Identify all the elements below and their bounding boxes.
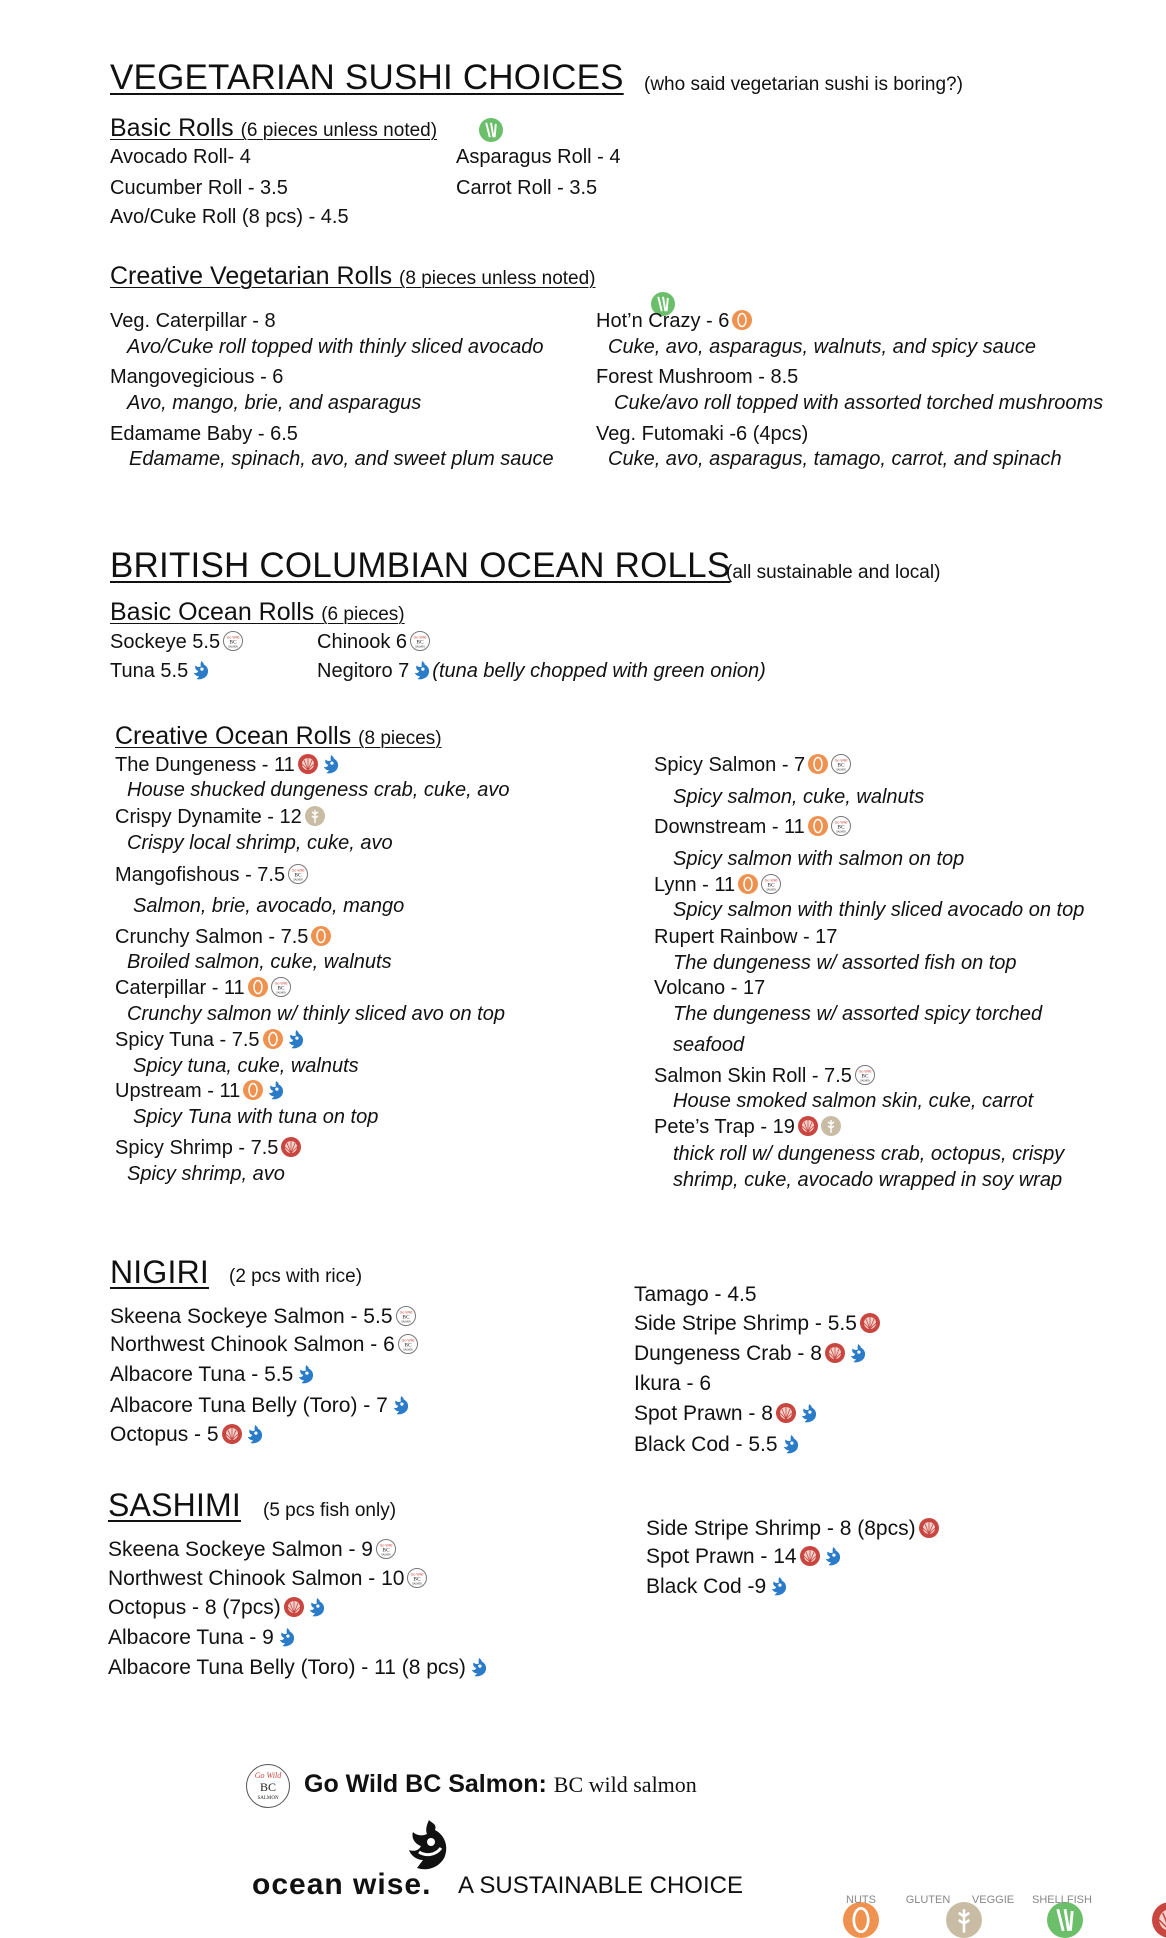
sashimi-subtitle: (5 pcs fish only): [263, 1500, 397, 1521]
svg-text:SALMON: SALMON: [400, 1321, 411, 1324]
item-name: Skeena Sockeye Salmon - 9: [108, 1538, 373, 1561]
item-description: [673, 784, 924, 810]
ocean-wise-tagline: A SUSTAINABLE CHOICE: [458, 1872, 743, 1899]
ocean-wise-icon: [391, 1395, 411, 1415]
svg-text:SALMON: SALMON: [415, 646, 425, 649]
item-name: Salmon Skin Roll - 7.5: [654, 1065, 852, 1088]
item-name: Crispy Dynamite - 12: [115, 806, 302, 829]
item-name: Albacore Tuna - 9: [108, 1626, 274, 1649]
go-wild-bc-salmon-icon: [376, 1539, 396, 1559]
item-name: Dungeness Crab - 8: [634, 1342, 822, 1365]
menu-item: [108, 1655, 489, 1681]
item-name: Veg. Caterpillar - 8: [110, 310, 276, 332]
menu-item: [110, 1304, 416, 1330]
svg-text:SALMON: SALMON: [836, 769, 846, 772]
menu-item: [115, 924, 331, 950]
nuts-icon: [311, 926, 331, 946]
item-description: [614, 390, 1103, 416]
legend-label: VEGGIE: [971, 1894, 1015, 1906]
menu-item: [108, 1537, 396, 1563]
item-description: [673, 1167, 1062, 1193]
item-description: Cuke, avo, asparagus, tamago, carrot, and spinach: [608, 448, 1062, 470]
item-name: Mangovegicious - 6: [110, 366, 284, 388]
shellfish-icon: [298, 754, 318, 774]
item-description: [133, 1104, 378, 1130]
svg-text:BC: BC: [837, 824, 845, 831]
item-name: Carrot Roll - 3.5: [456, 177, 598, 199]
legend-label: NUTS: [846, 1894, 876, 1906]
svg-text:BC: BC: [401, 1314, 410, 1321]
go-wild-bc-salmon-icon: [407, 1568, 427, 1588]
item-name: Black Cod -9: [646, 1575, 767, 1598]
svg-text:BC: BC: [413, 1576, 422, 1583]
item-description: [673, 1001, 1042, 1027]
item-name: Pete’s Trap - 19: [654, 1116, 795, 1139]
item-description: [133, 893, 404, 919]
legend-label: SHELLFISH: [1032, 1894, 1092, 1906]
nuts-icon: [738, 874, 758, 894]
svg-text:BC: BC: [259, 1780, 277, 1794]
svg-text:Go Wild: Go Wild: [226, 635, 240, 640]
menu-item: [634, 1432, 801, 1458]
svg-text:Go Wild: Go Wild: [274, 981, 288, 986]
svg-text:Go Wild: Go Wild: [764, 878, 778, 883]
menu-item: [115, 1078, 286, 1104]
go-wild-label: Go Wild BC Salmon:: [304, 1770, 547, 1798]
item-description: [673, 846, 964, 872]
svg-text:SALMON: SALMON: [836, 831, 846, 834]
item-description: [127, 949, 392, 975]
menu-item: [110, 1393, 411, 1419]
item-name: Edamame Baby - 6.5: [110, 423, 298, 445]
svg-text:Go Wild: Go Wild: [254, 1771, 282, 1780]
item-name: Spicy Shrimp - 7.5: [115, 1137, 279, 1160]
menu-item: [654, 814, 851, 840]
svg-text:BC: BC: [404, 1342, 412, 1349]
item-description: [673, 950, 1017, 976]
menu-item: [596, 308, 752, 334]
go-wild-desc: BC wild salmon: [553, 1772, 697, 1797]
item-description: shrimp, cuke, avocado wrapped in soy wrap: [673, 1169, 1063, 1192]
item-description: Crunchy salmon w/ thinly sliced avo on top: [127, 1003, 505, 1026]
menu-item: [115, 1135, 301, 1161]
menu-item: [654, 752, 851, 778]
item-name: Cucumber Roll - 3.5: [110, 177, 288, 199]
menu-item: [110, 421, 298, 447]
item-description: Spicy salmon with thinly sliced avocado on top: [673, 899, 1085, 922]
shellfish-icon: [919, 1518, 939, 1538]
menu-item: [110, 629, 243, 655]
ocean-subtitle: (all sustainable and local): [726, 562, 941, 583]
shellfish-icon: [860, 1313, 880, 1333]
ocean-wise-icon: [469, 1657, 489, 1677]
menu-item: [654, 924, 837, 950]
heading-text: Basic Ocean Rolls: [110, 598, 315, 626]
svg-text:SALMON: SALMON: [257, 1796, 279, 1801]
item-description: The dungeness w/ assorted fish on top: [673, 952, 1017, 975]
basic-rolls-heading: [110, 114, 437, 143]
item-name: Asparagus Roll - 4: [456, 146, 621, 168]
item-name: Avo/Cuke Roll (8 pcs) - 4.5: [110, 206, 349, 228]
heading-text: Creative Ocean Rolls: [115, 722, 352, 750]
svg-text:BC: BC: [416, 639, 424, 646]
heading-note: (6 pieces unless noted): [240, 120, 438, 141]
menu-item: [634, 1401, 819, 1427]
item-description: Broiled salmon, cuke, walnuts: [127, 951, 392, 974]
svg-text:SALMON: SALMON: [381, 1554, 391, 1557]
ocean-wise-icon: [769, 1576, 789, 1596]
item-name: Crunchy Salmon - 7.5: [115, 926, 309, 949]
item-description: Spicy tuna, cuke, walnuts: [133, 1055, 359, 1078]
menu-item: [110, 308, 276, 334]
item-name: Northwest Chinook Salmon - 6: [110, 1333, 395, 1356]
ocean-wise-icon: [266, 1080, 286, 1100]
item-description: Crispy local shrimp, cuke, avo: [127, 832, 393, 855]
menu-item: [646, 1574, 789, 1600]
svg-text:Go Wild: Go Wild: [399, 1310, 412, 1315]
svg-text:BC: BC: [861, 1074, 869, 1081]
ocean-wise-wordmark: ocean wise.: [252, 1868, 432, 1901]
heading-text: Basic Rolls: [110, 114, 234, 142]
item-name: Sockeye 5.5: [110, 631, 221, 653]
item-description: Cuke/avo roll topped with assorted torched mushrooms: [614, 392, 1104, 414]
svg-text:Go Wild: Go Wild: [858, 1069, 872, 1074]
svg-text:Go Wild: Go Wild: [411, 1572, 424, 1577]
item-name: Albacore Tuna - 5.5: [110, 1363, 294, 1386]
item-name: Rupert Rainbow - 17: [654, 926, 838, 949]
svg-text:SALMON: SALMON: [275, 992, 286, 995]
item-description: [673, 1032, 744, 1058]
item-name: Mangofishous - 7.5: [115, 864, 286, 887]
item-description: seafood: [673, 1034, 745, 1057]
menu-item: [654, 975, 765, 1001]
menu-item: [110, 658, 211, 684]
item-description: [608, 334, 1036, 360]
vegetarian-subtitle: (who said vegetarian sushi is boring?): [644, 74, 963, 95]
svg-text:SALMON: SALMON: [403, 1349, 413, 1352]
shellfish-icon: [825, 1343, 845, 1363]
svg-text:BC: BC: [229, 639, 237, 646]
item-name: Hot’n Crazy - 6: [596, 310, 730, 332]
menu-item: [110, 144, 251, 170]
item-description: [127, 777, 509, 803]
svg-text:Go Wild: Go Wild: [834, 820, 848, 825]
svg-text:SALMON: SALMON: [860, 1080, 870, 1083]
svg-text:BC: BC: [767, 883, 775, 890]
menu-item: [634, 1341, 868, 1367]
ocean-wise-icon: [848, 1343, 868, 1363]
svg-text:SALMON: SALMON: [293, 879, 303, 882]
item-name: Tamago - 4.5: [634, 1283, 757, 1306]
menu-item: [115, 1027, 306, 1053]
item-description: Avo, mango, brie, and asparagus: [127, 392, 422, 414]
ocean-wise-icon: [307, 1597, 327, 1617]
item-description: [127, 334, 544, 360]
nuts-icon: [808, 754, 828, 774]
menu-item: [110, 1422, 265, 1448]
item-name: Caterpillar - 11: [115, 977, 245, 1000]
menu-item: [108, 1625, 297, 1651]
item-description: Edamame, spinach, avo, and sweet plum sauce: [129, 448, 554, 470]
go-wild-bc-salmon-icon: [396, 1306, 416, 1326]
item-name: Lynn - 11: [654, 874, 736, 897]
menu-item: [115, 804, 325, 830]
menu-item: [654, 872, 781, 898]
menu-item: [634, 1282, 757, 1308]
menu-item: [110, 204, 349, 230]
nigiri-title: NIGIRI: [110, 1254, 209, 1290]
menu-item: [115, 862, 308, 888]
ocean-title: BRITISH COLUMBIAN OCEAN ROLLS: [110, 546, 731, 585]
item-description: Salmon, brie, avocado, mango: [133, 895, 405, 918]
nigiri-subtitle: (2 pcs with rice): [229, 1266, 363, 1287]
shellfish-icon: [222, 1424, 242, 1444]
ocean-wise-icon: [245, 1424, 265, 1444]
item-name: Downstream - 11: [654, 816, 805, 839]
go-wild-bc-salmon-icon: [271, 977, 291, 997]
shellfish-icon: [798, 1116, 818, 1136]
svg-text:SALMON: SALMON: [228, 646, 238, 649]
item-description: [127, 1001, 505, 1027]
svg-text:Go Wild: Go Wild: [401, 1338, 415, 1343]
gluten-icon: [821, 1116, 841, 1136]
nuts-icon: [263, 1029, 283, 1049]
item-description: [127, 390, 421, 416]
legend-nuts-icon: [843, 1902, 879, 1938]
svg-text:Go Wild: Go Wild: [834, 758, 848, 763]
item-name: Upstream - 11: [115, 1080, 241, 1103]
item-note: (tuna belly chopped with green onion): [432, 660, 766, 682]
shellfish-icon: [776, 1403, 796, 1423]
menu-item: [634, 1311, 880, 1337]
item-description: Avo/Cuke roll topped with thinly sliced avocado: [127, 336, 544, 358]
menu-item: [110, 1332, 418, 1358]
nuts-icon: [732, 310, 752, 330]
creative-vegetarian-heading: [110, 262, 596, 291]
item-description: Spicy shrimp, avo: [127, 1163, 285, 1186]
ocean-wise-icon: [286, 1029, 306, 1049]
item-name: Spot Prawn - 14: [646, 1545, 797, 1568]
item-description: House shucked dungeness crab, cuke, avo: [127, 778, 510, 801]
heading-note: (8 pieces unless noted): [399, 268, 596, 289]
ocean-wise-icon: [799, 1403, 819, 1423]
ocean-wise-icon: [191, 660, 211, 680]
svg-text:BC: BC: [837, 762, 845, 769]
go-wild-bc-salmon-icon: [223, 631, 243, 651]
svg-text:SALMON: SALMON: [412, 1583, 423, 1586]
ocean-wise-icon: [823, 1546, 843, 1566]
menu-item: [317, 658, 766, 684]
item-name: Spicy Salmon - 7: [654, 754, 806, 777]
shellfish-icon: [800, 1546, 820, 1566]
item-name: Octopus - 8 (7pcs): [108, 1596, 281, 1619]
menu-item: [317, 629, 430, 655]
item-name: Side Stripe Shrimp - 8 (8pcs): [646, 1517, 916, 1540]
svg-text:BC: BC: [277, 985, 285, 992]
go-wild-bc-salmon-icon: [288, 864, 308, 884]
item-description: [133, 1053, 359, 1079]
item-description: [608, 446, 1062, 472]
item-description: thick roll w/ dungeness crab, octopus, crispy: [673, 1143, 1065, 1166]
menu-item: [108, 1595, 327, 1621]
item-description: [129, 446, 554, 472]
menu-item: [646, 1544, 843, 1570]
item-description: House smoked salmon skin, cuke, carrot: [673, 1090, 1034, 1113]
legend-shellfish-icon: [1152, 1902, 1166, 1938]
item-description: Spicy salmon with salmon on top: [673, 848, 965, 871]
item-name: Side Stripe Shrimp - 5.5: [634, 1312, 857, 1335]
item-name: Albacore Tuna Belly (Toro) - 11 (8 pcs): [108, 1656, 466, 1679]
shellfish-icon: [284, 1597, 304, 1617]
item-description: Spicy salmon, cuke, walnuts: [673, 786, 925, 809]
menu-item: [456, 175, 597, 201]
item-name: Ikura - 6: [634, 1372, 712, 1395]
svg-text:SALMON: SALMON: [766, 889, 776, 892]
menu-item: [596, 364, 798, 390]
nuts-icon: [243, 1080, 263, 1100]
menu-item: [110, 175, 288, 201]
menu-item: [456, 144, 621, 170]
heading-note: (6 pieces): [321, 604, 405, 625]
menu-item: [634, 1371, 711, 1397]
item-name: Chinook 6: [317, 631, 408, 653]
nuts-icon: [808, 816, 828, 836]
nuts-icon: [248, 977, 268, 997]
item-name: Octopus - 5: [110, 1423, 219, 1446]
ocean-wise-icon: [781, 1434, 801, 1454]
menu-item: [115, 752, 341, 778]
go-wild-bc-salmon-icon: [855, 1065, 875, 1085]
gluten-icon: [305, 806, 325, 826]
ocean-wise-icon: [412, 660, 432, 680]
item-name: Volcano - 17: [654, 977, 766, 1000]
creative-ocean-heading: [115, 722, 442, 751]
item-name: Skeena Sockeye Salmon - 5.5: [110, 1305, 393, 1328]
item-description: [127, 830, 393, 856]
heading-note: (8 pieces): [358, 728, 442, 749]
legend-gluten-icon: [946, 1902, 982, 1938]
svg-text:Go Wild: Go Wild: [291, 868, 305, 873]
go-wild-bc-salmon-icon: [831, 816, 851, 836]
item-name: Spot Prawn - 8: [634, 1402, 773, 1425]
go-wild-legend: [304, 1770, 697, 1799]
item-description: Cuke, avo, asparagus, walnuts, and spicy sauce: [608, 336, 1037, 358]
item-name: Spicy Tuna - 7.5: [115, 1029, 260, 1052]
item-name: Albacore Tuna Belly (Toro) - 7: [110, 1394, 388, 1417]
item-name: The Dungeness - 11: [115, 754, 295, 777]
basic-ocean-heading: [110, 598, 405, 627]
item-description: [127, 1161, 285, 1187]
item-name: Black Cod - 5.5: [634, 1433, 778, 1456]
veggie-icon: [479, 118, 503, 142]
item-description: [673, 897, 1084, 923]
svg-text:Go Wild: Go Wild: [413, 635, 427, 640]
heading-text: Creative Vegetarian Rolls: [110, 262, 393, 290]
item-name: Tuna 5.5: [110, 660, 189, 682]
menu-item: [654, 1114, 841, 1140]
menu-item: [596, 421, 808, 447]
svg-text:BC: BC: [294, 873, 302, 880]
item-name: Veg. Futomaki -6 (4pcs): [596, 423, 809, 445]
svg-text:BC: BC: [382, 1547, 390, 1554]
go-wild-bc-salmon-icon: [761, 874, 781, 894]
menu-item: [108, 1566, 427, 1592]
shellfish-icon: [281, 1137, 301, 1157]
ocean-wise-icon: [277, 1627, 297, 1647]
svg-text:Go Wild: Go Wild: [379, 1543, 393, 1548]
go-wild-bc-salmon-icon: [398, 1334, 418, 1354]
item-name: Northwest Chinook Salmon - 10: [108, 1567, 405, 1590]
legend-label: GLUTEN: [905, 1894, 951, 1906]
go-wild-bc-salmon-icon: [410, 631, 430, 651]
go-wild-bc-salmon-logo: [246, 1764, 290, 1808]
vegetarian-title: VEGETARIAN SUSHI CHOICES: [110, 58, 624, 97]
item-description: Spicy Tuna with tuna on top: [133, 1106, 379, 1129]
ocean-wise-icon: [296, 1364, 316, 1384]
item-description: The dungeness w/ assorted spicy torched: [673, 1003, 1043, 1026]
sashimi-title: SASHIMI: [108, 1487, 241, 1523]
item-name: Negitoro 7: [317, 660, 410, 682]
item-name: Forest Mushroom - 8.5: [596, 366, 799, 388]
menu-item: [115, 975, 291, 1001]
ocean-wise-icon: [321, 754, 341, 774]
item-description: [673, 1088, 1033, 1114]
legend-veggie-icon: [1047, 1902, 1083, 1938]
menu-item: [646, 1516, 939, 1542]
menu-item: [654, 1063, 875, 1089]
menu-item: [110, 1362, 316, 1388]
item-name: Avocado Roll- 4: [110, 146, 251, 168]
go-wild-bc-salmon-icon: [831, 754, 851, 774]
menu-item: [110, 364, 283, 390]
item-description: [673, 1141, 1064, 1167]
